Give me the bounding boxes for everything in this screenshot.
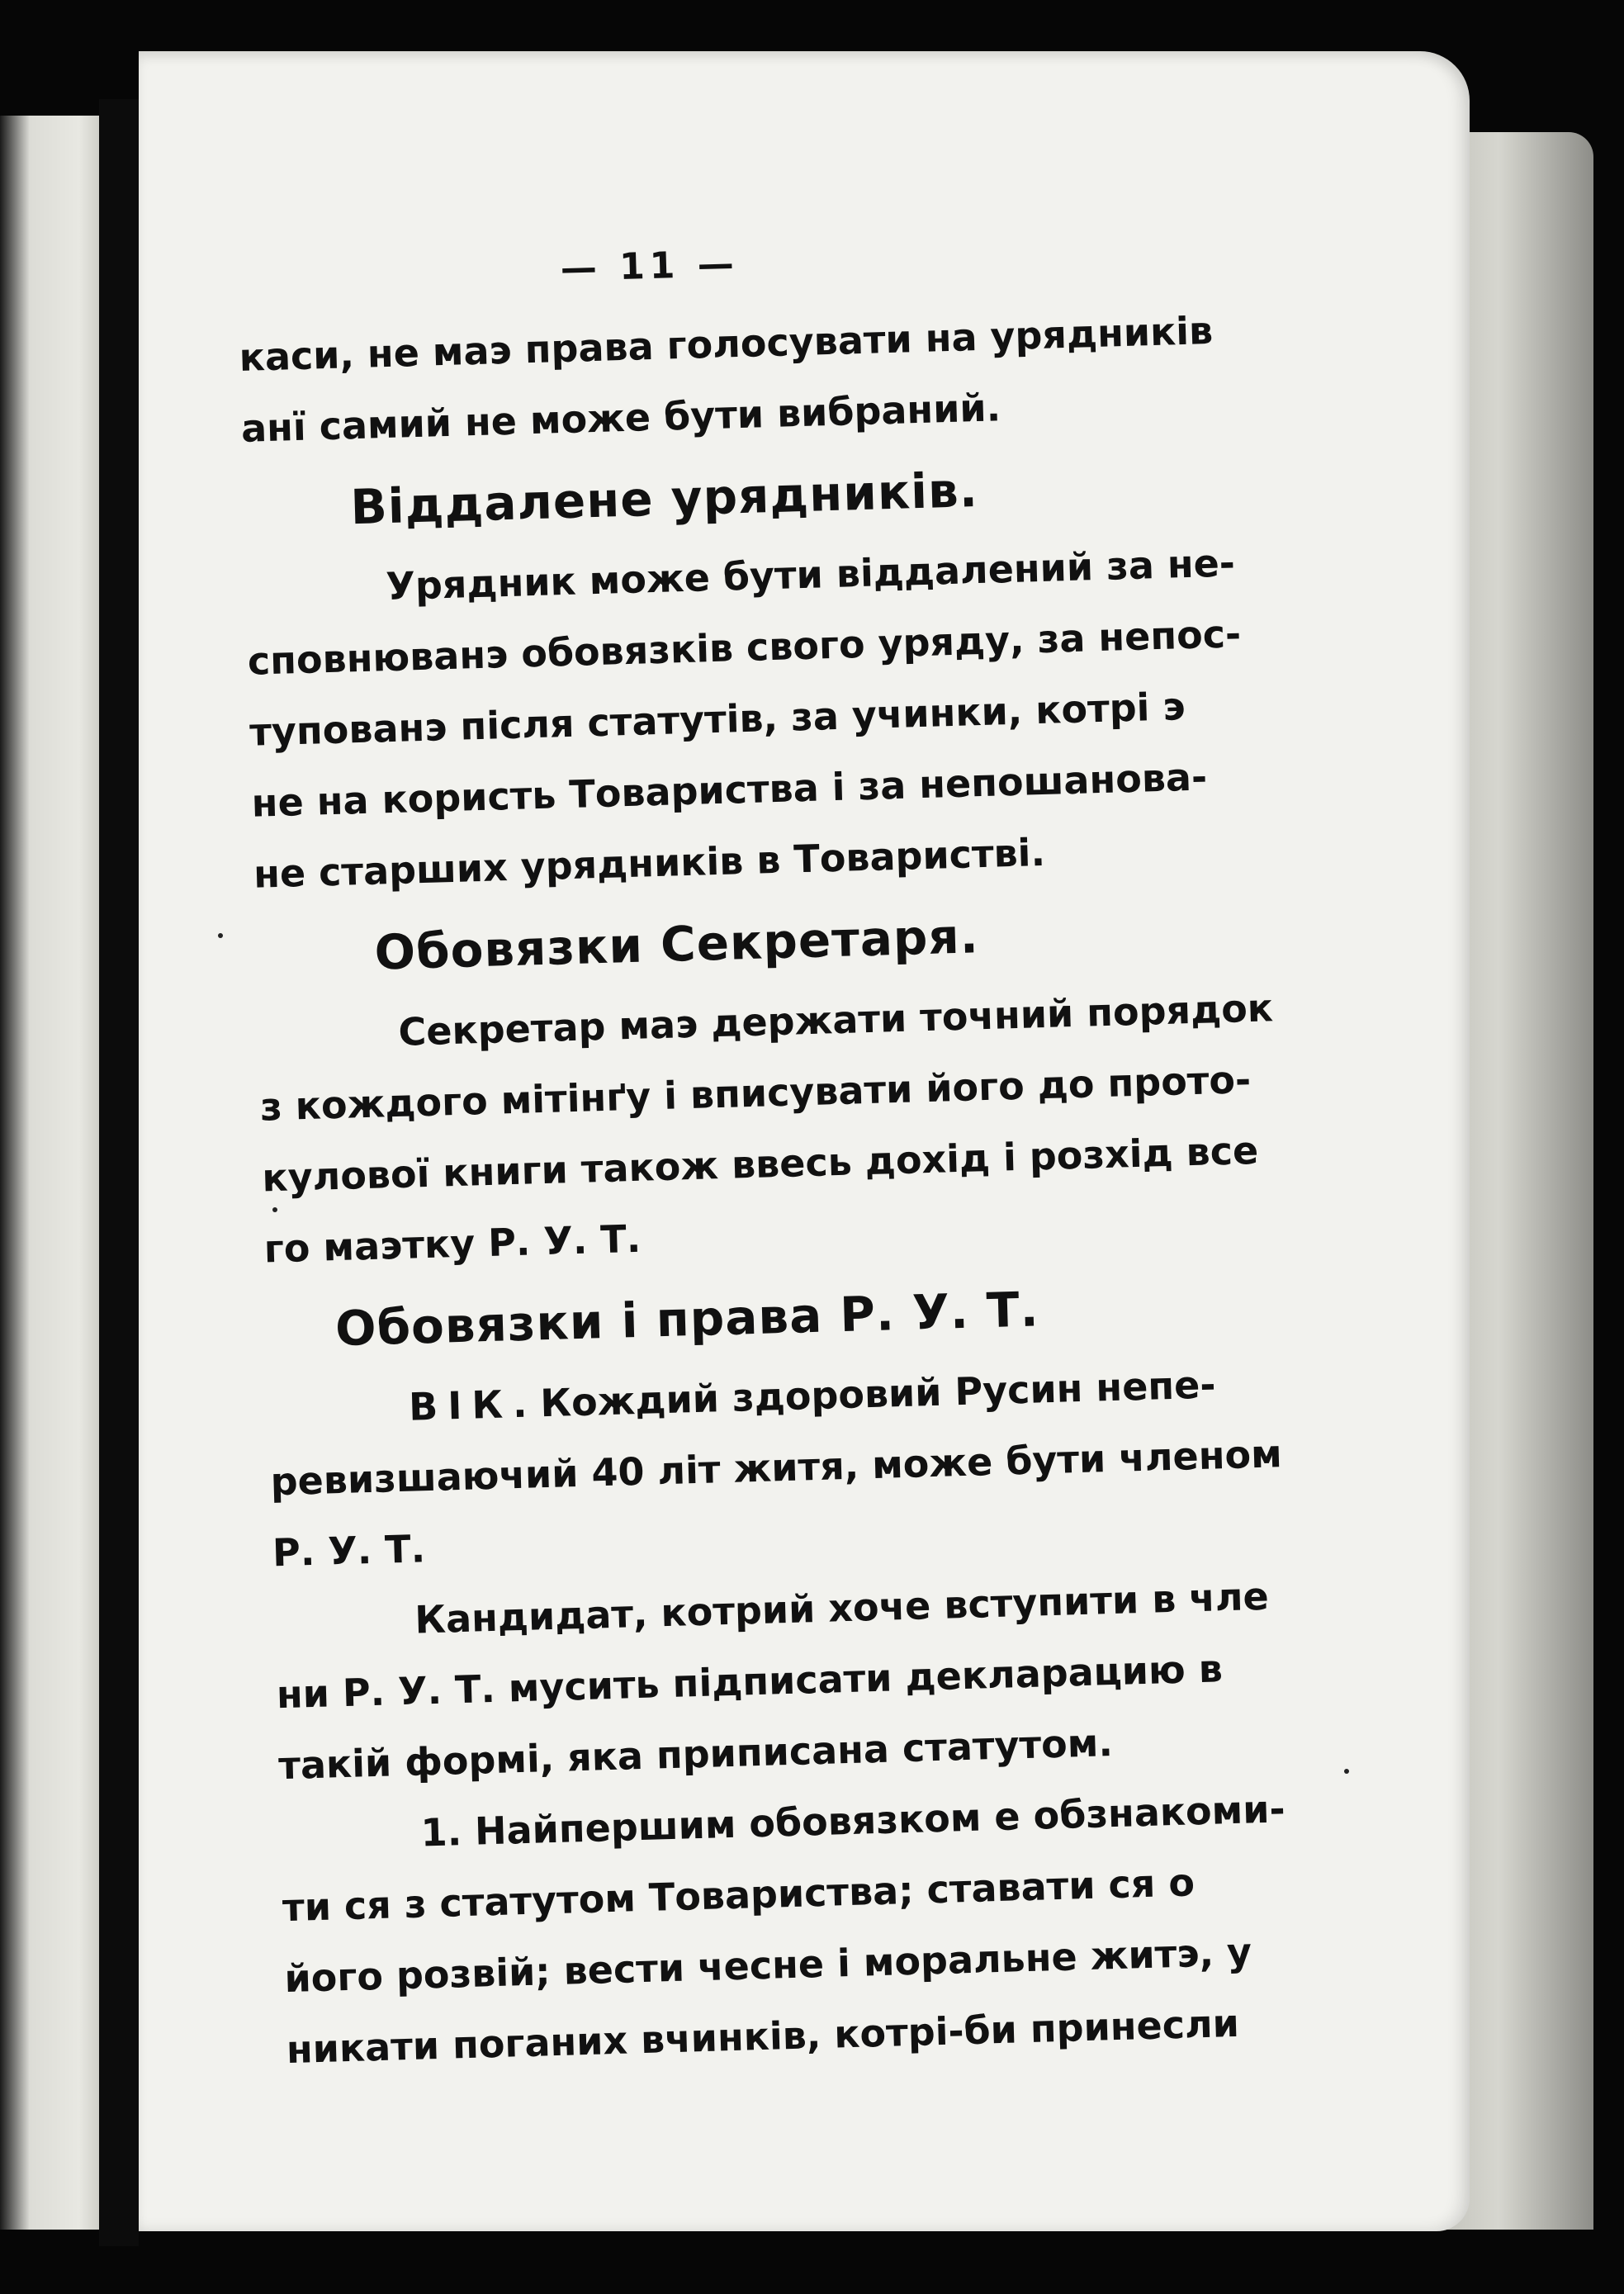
vik-label: ВІК bbox=[408, 1382, 514, 1429]
text-line: не старших урядників в Товаристві. bbox=[253, 829, 1046, 897]
text-line: го маэтку Р. У. Т. bbox=[263, 1216, 642, 1272]
text-line: не на користь Товариства і за непошанова- bbox=[250, 754, 1208, 826]
text-line: його розвій; вести чесне і моральне житэ, у bbox=[283, 1929, 1252, 2002]
text-line: такій формі, яка приписана статутом. bbox=[277, 1720, 1114, 1789]
text-line: з кождого мітінґу і вписувати його до прото- bbox=[259, 1057, 1252, 1130]
text-line: анї самий не може бути вибраний. bbox=[240, 385, 1001, 451]
text-line: сповнюванэ обовязків свого уряду, за непос- bbox=[247, 611, 1242, 684]
text-line: Урядник може бути віддалений за не- bbox=[385, 540, 1236, 609]
text-line: Секретар маэ держати точний порядок bbox=[397, 985, 1274, 1055]
text-line: каси, не маэ права голосувати на урядників bbox=[238, 308, 1214, 380]
text-line: 1. Найпершим обовязком е обзнакоми- bbox=[419, 1786, 1286, 1856]
section-heading: Обовязки Секретаря. bbox=[373, 908, 980, 981]
section-heading: Віддалене урядників. bbox=[349, 462, 979, 536]
facing-page-edge bbox=[0, 116, 99, 2230]
speck bbox=[218, 933, 223, 938]
section-heading: Обовязки і права Р. У. Т. bbox=[334, 1281, 1040, 1358]
text-line: тупованэ після статутів, за учинки, котрі э bbox=[249, 684, 1186, 755]
text-line: никати поганих вчинків, котрі-би принесли bbox=[286, 2000, 1240, 2073]
text-line: Кандидат, котрий хоче вступити в чле bbox=[414, 1573, 1270, 1642]
text-line: Р. У. Т. bbox=[272, 1526, 426, 1576]
page-text bbox=[236, 220, 1361, 2085]
text-line: ти ся з статутом Товариства; ставати ся о bbox=[282, 1860, 1196, 1931]
vik-text: . Кождий здоровий Русин непе- bbox=[512, 1362, 1217, 1427]
text-line: кулової книги також ввесь дохід і розхід все bbox=[261, 1127, 1259, 1201]
page-number: — 11 — bbox=[560, 243, 740, 291]
text-line: ревизшаючий 40 літ житя, може бути членом bbox=[269, 1431, 1283, 1505]
book-spine bbox=[99, 99, 139, 2246]
document-page bbox=[139, 51, 1470, 2231]
text-line: ни Р. У. Т. мусить підписати декларацию в bbox=[276, 1646, 1224, 1718]
